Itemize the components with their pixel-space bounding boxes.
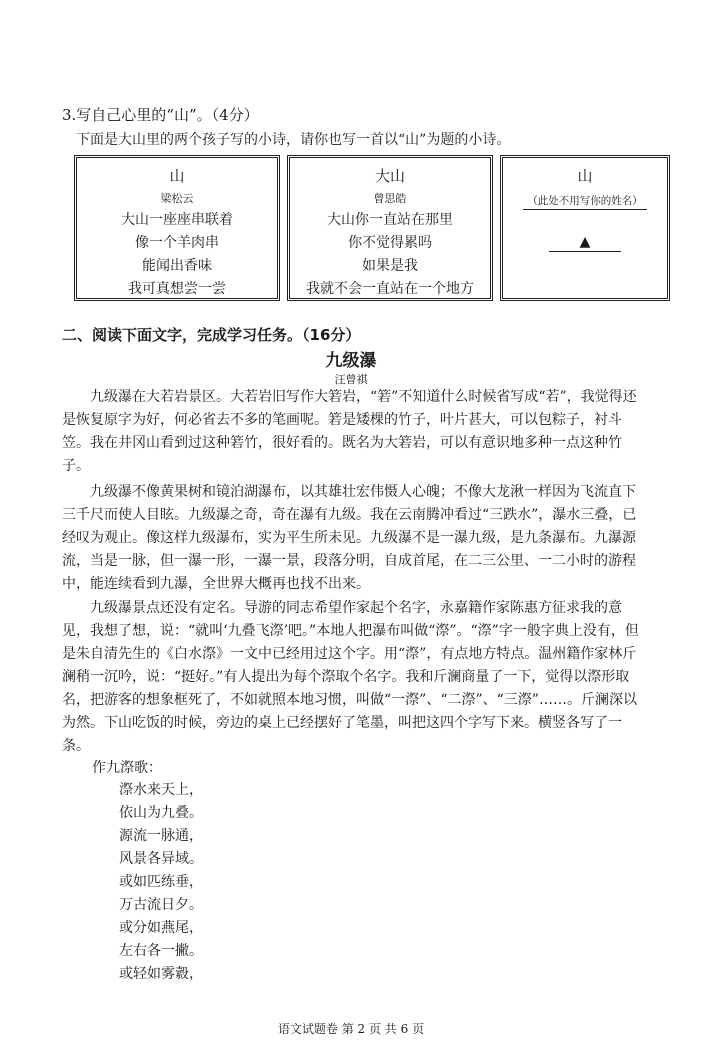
answer-poem-title: 山 <box>577 167 593 185</box>
essay-paragraph: 九级瀑在大若岩景区。大若岩旧写作大箬岩，“箬”不知道什么时候省写成“若”，我觉得还是恢复原字为好，何必省去不多的笔画呢。箬是矮棵的竹子，叶片甚大，可以包粽子，衬斗笠。我在井冈山看到过这种箬竹，很好看的。既名为大箬岩，可以有意识地多种一点这种竹子。 <box>62 389 637 474</box>
verse-list <box>119 779 203 986</box>
essay-author: 汪曾祺 <box>334 373 368 386</box>
verse-line: 依山为九叠。 <box>119 805 203 821</box>
poem-line: 大山一座座串联着 <box>121 212 233 228</box>
poem-line: 如果是我 <box>362 258 418 274</box>
name-note: （此处不用写你的姓名） <box>523 194 647 210</box>
poem-author: 梁松云 <box>160 192 194 205</box>
essay-paragraph: 九级瀑景点还没有定名。导游的同志希望作家起个名字，永嘉籍作家陈惠方征求我的意见，我想了想，说：“就叫‘九叠飞漈’吧。”本地人把瀑布叫做“漈”。“漈”字一般字典上没有，但是朱自清先生的《白水漈》一文中已经用过这个字。用“漈”，有点地方特点。温州籍作家林斤澜稍一沉吟，说：“挺好。”有人提出为每个漈取个名字。我和斤澜商量了一下，觉得以漈形取名，把游客的想象框死了，不如就照本地习惯，叫做“一漈”、“二漈”、“三漈”……。斤澜深以为然。下山吃饭的时候，旁边的桌上已经摆好了笔墨，叫把这四个字写下来。横竖各写了一条。 <box>62 600 639 754</box>
poem-line: 我可真想尝一尝 <box>128 281 226 297</box>
poem-lines <box>77 209 277 301</box>
poem-lines <box>290 209 490 301</box>
answer-underline <box>549 251 621 252</box>
answer-poem-box <box>500 155 670 301</box>
poem-line: 能闻出香味 <box>142 258 212 274</box>
poem-box-2 <box>287 155 493 301</box>
poem-title: 山 <box>169 167 185 185</box>
poem-author: 曾思皓 <box>373 192 407 205</box>
verse-line: 或轻如雾縠， <box>119 966 203 982</box>
poem-line: 我就不会一直站在一个地方 <box>306 281 474 297</box>
verse-line: 左右各一撇。 <box>119 943 203 959</box>
question-3-intro: 下面是大山里的两个孩子写的小诗，请你也写一首以“山”为题的小诗。 <box>76 132 511 148</box>
answer-triangle-icon: ▲ <box>579 234 591 250</box>
poem-box-1 <box>74 155 280 301</box>
poem-line: 大山你一直站在那里 <box>327 212 453 228</box>
verse-line: 风景各异域。 <box>119 851 203 867</box>
poem-line: 像一个羊肉串 <box>135 235 219 251</box>
section-2-title: 二、阅读下面文字，完成学习任务。（16分） <box>62 326 361 344</box>
page-footer: 语文试题卷 第 2 页 共 6 页 <box>277 1022 425 1036</box>
verse-line: 漈水来天上， <box>119 782 203 798</box>
verse-line: 或如匹练垂， <box>119 874 203 890</box>
verse-line: 万古流日夕。 <box>119 897 203 913</box>
question-3-title: 3.写自己心里的“山”。（4分） <box>62 106 259 124</box>
poem-line: 你不觉得累吗 <box>348 235 432 251</box>
verse-line: 源流一脉通， <box>119 828 203 844</box>
verse-line: 或分如燕尾， <box>119 920 203 936</box>
song-intro: 作九漈歌： <box>92 760 162 776</box>
essay-paragraph: 九级瀑不像黄果树和镜泊湖瀑布，以其雄壮宏伟慑人心魄；不像大龙湫一样因为飞流直下三千尺而使人目眩。九级瀑之奇，奇在瀑有九级。我在云南腾冲看过“三跌水”，瀑水三叠，已经叹为观止。像这样九级瀑布，实为平生所未见。九级瀑不是一瀑九级，是九条瀑布。九瀑源流，当是一脉，但一瀑一形，一瀑一景，段落分明，自成首尾，在二三公里、一二小时的游程中，能连续看到九瀑，全世界大概再也找不出来。 <box>62 484 637 592</box>
essay-title: 九级瀑 <box>325 351 377 371</box>
poem-title: 大山 <box>374 167 405 185</box>
